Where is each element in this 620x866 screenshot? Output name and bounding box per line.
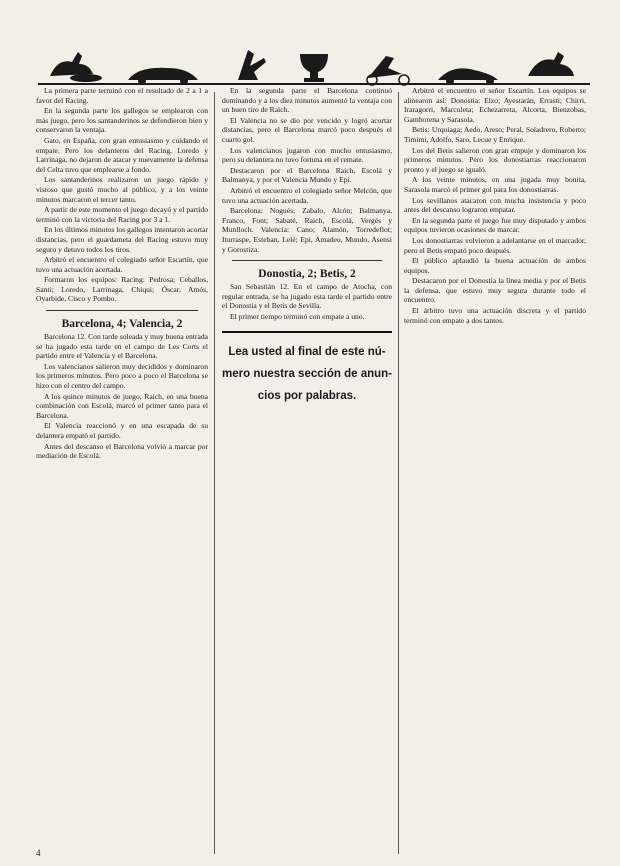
paragraph: El árbitro tuvo una actuación discreta y el partido terminó con empate a dos tantos. (404, 306, 586, 325)
ad-line: mero nuestra sección de anun- (222, 368, 392, 381)
ad-line: cios por palabras. (257, 390, 357, 403)
match-headline: Donostia, 2; Betis, 2 (258, 268, 356, 281)
column-rule-2 (398, 92, 399, 854)
separator (232, 260, 382, 261)
horse-silhouette-left (70, 74, 102, 82)
paragraph: Destacaron por el Donostia la línea media y por el Betis la defensa, que estuvo muy segura durante todo el encuentro. (404, 276, 586, 305)
paragraph: Los valencianos salieron muy decididos y dominaron los primeros minutos. Pero poco a poco el Barcelona se hizo con el centro del campo. (36, 361, 208, 391)
page-number: 4 (36, 848, 41, 858)
paragraph: El Valencia no se dio por vencido y logró acortar distancias, pero el Barcelona marcó poco después el cuarto gol. (222, 115, 392, 144)
paragraph: En la segunda parte el Barcelona continuó dominando y a los diez minutos aumentó la ventaja con un buen tiro de Raich. (222, 86, 392, 115)
paragraph: En los últimos minutos los gallegos intentaron acortar distancias, pero el guardameta del Racing estuvo muy seguro y detuvo todos los tiros. (36, 225, 208, 254)
column-1 (36, 86, 208, 858)
separator (46, 310, 198, 311)
paragraph: El primer tiempo terminó con empate a uno. (230, 311, 365, 321)
race-car-silhouette (128, 68, 198, 80)
paragraph: Arbitró el encuentro el colegiado señor Melcón, que tuvo una actuación acertada. (222, 185, 392, 205)
column-3 (404, 86, 586, 858)
column-2 (222, 86, 392, 858)
paragraph: El público aplaudió la buena actuación de ambos equipos. (404, 256, 586, 275)
paragraph: A los quince minutos de juego, Raich, en una buena combinación con Escolá, marcó el primer tanto para el Barcelona. (36, 391, 208, 420)
rider-silhouette-right (528, 52, 574, 76)
paragraph: Los santanderinos realizaron un juego rápido y vistoso que gustó mucho al público, y a los veinte minutos marcaron el tercer tanto. (36, 175, 208, 204)
trophy-silhouette (300, 54, 328, 82)
paragraph: Los donostiarras volvieron a adelantarse en el marcador, pero el Betis empató poco después. (404, 235, 586, 255)
sports-banner-illustration (38, 40, 590, 86)
classified-ad-notice (222, 331, 392, 407)
paragraph: La primera parte terminó con el resultado de 2 a 1 a favor del Racing. (36, 86, 208, 105)
paragraph: En la segunda parte el juego fue muy disputado y ambos equipos tuvieron ocasiones de marcar. (404, 215, 586, 235)
paragraph: A los veinte minutos, en una jugada muy bonita, Sarasola marcó el primer gol para los donostiarras. (404, 175, 586, 194)
paragraph: A partir de este momento el juego decayó y el partido terminó con la victoria del Racing por 3 a 1. (36, 205, 208, 224)
athlete-silhouette-center (238, 50, 266, 80)
lineups: Barcelona: Nogués; Zabalo, Alcón; Balmanya, Franco, Font; Sabaté, Raich, Escolá, Vergés y Munlloch. Valencia: Cano; Alamón, Torredeflot; Iturraspe, Esteban, Lelé; Epi, Amadeo, Mundo, Asensi y Gorostiza. (222, 206, 392, 254)
paragraph: Los del Betis salieron con gran empuje y dominaron los primeros minutos. Pero los donostiarras reaccionaron pronto y el juego se igualó. (404, 145, 586, 174)
paragraph: Betis: Urquiaga; Aedo, Areso; Peral, Soladrero, Roberto; Timimi, Adolfo, Saro, Lecue y Enrique. (404, 125, 586, 144)
paragraph: Gato, en España, con gran entusiasmo y cuidando el empate. Pero los delanteros del Racing, Loredo y Larrinaga, no dejaron de atacar y nuevamente la defensa del Celta tuvo que emplearse a fondo. (36, 135, 208, 174)
paragraph: El Valencia reaccionó y en una escapada de su delantera empató el partido. (36, 421, 208, 440)
column-rule-1 (214, 92, 215, 854)
paragraph: En la segunda parte los gallegos se emplearon con más juego, pero los santanderinos se defendieron bien y conservaron la ventaja. (36, 106, 208, 135)
match-headline: Barcelona, 4; Valencia, 2 (61, 318, 183, 331)
paragraph: Arbitró el encuentro el colegiado señor Escartín, que tuvo una actuación acertada. (36, 255, 208, 274)
ad-line: Lea usted al final de este nú- (228, 346, 386, 359)
rider-silhouette-left (50, 52, 93, 76)
paragraph: Antes del descanso el Barcelona volvió a marcar por mediación de Escolá. (36, 441, 208, 461)
paragraph: San Sebastián 12. En el campo de Atocha, con regular entrada, se ha jugado esta tarde el partido entre el Donostia y el Betis de Sevilla. (222, 282, 392, 311)
paragraph: Destacaron por el Barcelona Raich, Escolá y Balmanya, y por el Valencia Mundo y Epi. (222, 165, 392, 185)
paragraph: Los sevillanos atacaron con mucha insistencia y poco antes del descanso lograron empatar. (404, 195, 586, 215)
paragraph: Formaron los equipos: Racing: Pedrosa; Ceballos, Santi; Loredo, Larrinaga, Chiqui; Óscar, Amós, Oyarbide, Cisco y Pombo. (36, 275, 208, 304)
paragraph: Arbitró el encuentro el señor Escartín. Los equipos se alinearon así: Donostia: Elzo; Ayestarán, Errasti; Chirri, Iraragorri, Marculeta; Echezarreta, Alcorta, Bienzobas, Gamborena y Sarasola. (404, 86, 586, 124)
paragraph: Los valencianos jugaron con mucho entusiasmo, pero su delantera no tuvo fortuna en el remate. (222, 145, 392, 165)
paragraph: Barcelona 12. Con tarde soleada y muy buena entrada se ha jugado esta tarde en el campo de Les Corts el partido entre el Valencia y el Barcelona. (36, 332, 208, 361)
